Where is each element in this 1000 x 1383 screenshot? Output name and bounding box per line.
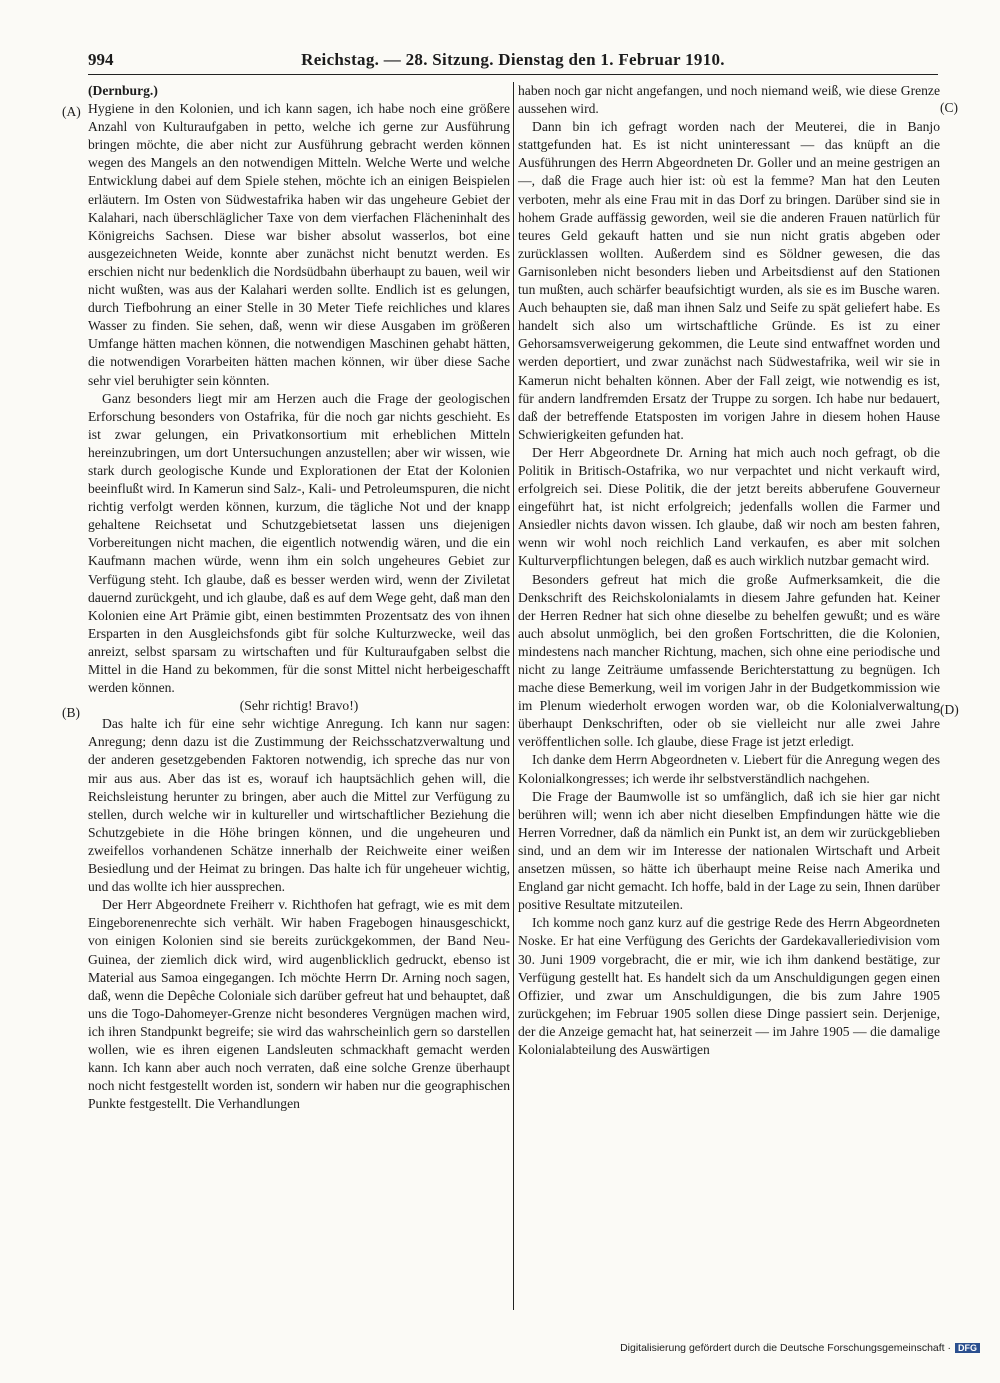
paragraph: Ich komme noch ganz kurz auf die gestrige Rede des Herrn Abgeordneten Noske. Er hat eine Verfügung des Gerichts der Gardekavalleriedivision vom 30. Juni 1909 vorgebracht, die er mir, wie ich ihm dankend bestätige, zur Verfügung gestellt hat. Es handelt sich da um Anschuldigungen gegen einen Offizier, und zwar um Anschuldigungen, die bis zum Jahre 1905 zurückgehen; im Februar 1905 sollen diese Dinge passiert sein. Derjenige, der die Anzeige gemacht hat, hat seinerzeit — im Jahre 1905 — die damalige Kolonialabteilung des Auswärtigen bbox=[518, 915, 940, 1057]
margin-marker-b: (B) bbox=[62, 705, 80, 720]
margin-marker-c: (C) bbox=[940, 100, 958, 115]
paragraph: Besonders gefreut hat mich die große Aufmerksamkeit, die die Denkschrift des Reichskolonialamts in diesem Jahre gefunden hat. Keiner der Herren Redner hat sich ohne dieselbe zu behelfen gewußt; und es wäre auch absolut unmöglich, bei den großen Fortschritten, die die Kolonien, mindestens nach mancher Richtung, machen, sich ohne eine periodische und nicht zu lange Zeiträume umfassende Berichterstattung zu begnügen. Ich mache diese Bemerkung, weil im vorigen Jahr in der Budgetkommission wie im Plenum wiederholt erwogen worden war, ob die Kolonialverwaltung überhaupt Denkschriften, oder ob sie vielleicht nur alle zwei Jahre veröffentlichen solle. Ich glaube, diese Frage ist jetzt erledigt. bbox=[518, 571, 940, 750]
interjection: (Sehr richtig! Bravo!) bbox=[239, 698, 359, 714]
right-column bbox=[518, 82, 940, 1059]
paragraph: Ich danke dem Herrn Abgeordneten v. Liebert für die Anregung wegen des Kolonialkongresses; ich werde ihr selbstverständlich nachgehen. bbox=[518, 752, 940, 786]
margin-marker-a: (A) bbox=[62, 104, 81, 119]
paragraph: Ganz besonders liegt mir am Herzen auch die Frage der geologischen Erforschung besonders von Ostafrika, für die noch gar nichts geschieht. Es ist zwar gelungen, ein Privatkonsortium mit erheblichen Mitteln hereinzubringen, um dort Untersuchungen anzustellen; aber wir wissen, wie stark durch geologische Kunde und Explorationen der Etat der Kolonien beeinflußt wird. In Kamerun sind Salz-, Kali- und Petroleumspuren, die nicht richtig verfolgt werden können, kurzum, die tägliche Not und der knapp gehaltene Reichsetat und Schutzgebietsetat lassen uns diejenigen Vorbereitungen nicht machen, die eigentlich notwendig wären, und die ein Kaufmann machen würde, wenn ihm ein solch ungeheures Gebiet zur Verfügung steht. Ich glaube, daß es besser werden wird, wenn der Ziviletat dauernd zurückgeht, und ich glaube, daß es auf dem Wege geht, daß man den Kolonien eine Art Prämie gibt, einen bestimmten Prozentsatz des von ihnen Ersparten in den Ausgleichsfonds gibt für solche Kulturzwecke, weil das anreizt, selbst sparsam zu wirtschaften und für Kulturaufgaben selbst die Mittel in die Hand zu bekommen, für die sonst Mittel nicht herbeigeschafft werden können. bbox=[88, 390, 510, 696]
left-column bbox=[88, 82, 510, 1113]
speaker-label: (Dernburg.) bbox=[88, 83, 158, 98]
session-title: Reichstag. — 28. Sitzung. Dienstag den 1. Februar 1910. bbox=[301, 50, 725, 69]
paragraph: Der Herr Abgeordnete Dr. Arning hat mich auch noch gefragt, ob die Politik in Britisch-Ostafrika, wo nur verpachtet und nicht verkauft wird, erfolgreich sei. Diese Politik, die der jetzt bereits abberufene Gouverneur eingeführt hat, ist nicht erfolgreich; jedenfalls wollen die Farmer und Ansiedler nichts davon wissen. Ich glaube, daß wir noch am besten fahren, wenn wir wohl noch reichlich Land verkaufen, es aber mit solchen Kulturverpflichtungen belegen, daß es auch wirklich nutzbar gemacht wird. bbox=[518, 444, 940, 569]
dfg-logo: DFG bbox=[955, 1343, 980, 1353]
funding-footer bbox=[620, 1342, 980, 1360]
paragraph: Dann bin ich gefragt worden nach der Meuterei, die in Banjo stattgefunden hat. Es ist nicht uninteressant — das knüpft an die Ausführungen des Herrn Abgeordneten Dr. Goller und an meine gestrigen an —, daß die Frage auch hier ist: où est la femme? Man hat den Leuten verboten, mehr als eine Frau mit in das Dorf zu bringen. Darüber sind sie in hohem Grade auffässig geworden, weil sie die anderen Frauen natürlich für teures Geld gekauft hatten und sie nun nicht gratis abgeben oder zurücklassen wollten. Außerdem sind es Söldner gewesen, die das Garnisonleben nicht besonders lieben und Arbeitsdienst auf den Stationen tun mußten, auch schärfer beaufsichtigt wurden, als sie es im Busche waren. Auch behaupten sie, daß man ihnen Salz und Seife zu spät geliefert habe. Es handelt sich also um wirtschaftliche Gründe. Es ist zu einer Gehorsamsverweigerung gekommen, die Leute sind entwaffnet worden und werden deportiert, und zwar zunächst nach Südwestafrika, weil wir sie in Kamerun nicht behalten können. Aber der Fall zeigt, wie notwendig es ist, für andern landfremden Ersatz der Truppe zu sorgen. Ich habe nur bedauert, daß der betreffende Etatsposten im vorigen Jahre in diesem hohen Hause Schwierigkeiten gefunden hat. bbox=[518, 119, 940, 442]
page-number: 994 bbox=[88, 50, 114, 69]
paragraph: Der Herr Abgeordnete Freiherr v. Richthofen hat gefragt, wie es mit dem Eingeborenenrechte sich verhält. Wir haben Fragebogen hinausgeschickt, von einigen Kolonien sind sie bereits zurückgekommen, der Band Neu-Guinea, der ziemlich dick wird, wird augenblicklich gedruckt, ebenso ist Material aus Samoa eingegangen. Ich möchte Herrn Dr. Arning noch sagen, daß, wenn die Depêche Coloniale sich darüber gefreut hat und behauptet, daß uns die Togo-Dahomeyer-Grenze nicht besonderes Vergnügen machen wird, ich ihren Standpunkt begreife; sie wird das wahrscheinlich gern so darstellen wollen, wie es ihren eigenen Landsleuten schmackhaft gemacht werden kann. Ich kann aber auch noch verraten, daß eine solche Grenze überhaupt noch nicht festgestellt worden ist, sondern wir haben nur die geographischen Punkte festgestellt. Die Verhandlungen bbox=[88, 897, 510, 1112]
funding-note: Digitalisierung gefördert durch die Deutsche Forschungsgemeinschaft · bbox=[620, 1342, 951, 1354]
paragraph: Die Frage der Baumwolle ist so umfänglich, daß ich sie hier gar nicht berühren will; wenn ich aber nicht dieselben Empfindungen hätte wie die Herren Vorredner, daß da nämlich ein Punkt ist, an dem wir zurückgeblieben sind, und an dem wir im Interesse der nationalen Wirtschaft und Arbeit ansetzen müssen, so hätte ich überhaupt meine Reise nach Amerika und England gar nicht gemacht. Ich hoffe, bald in der Lage zu sein, Ihnen darüber positive Resultate mitzuteilen. bbox=[518, 788, 940, 913]
running-header bbox=[88, 46, 938, 75]
column-divider bbox=[513, 82, 514, 1310]
paragraph: Das halte ich für eine sehr wichtige Anregung. Ich kann nur sagen: Anregung; denn dazu ist die Zustimmung der Reichsschatzverwaltung und der anderen gesetzgebenden Faktoren notwendig, ich spreche das nur von mir aus aus. Aber das ist es, worauf ich hauptsächlich gehen will, die Reichsleistung herunter zu bringen, aber auch die Mittel zur Verfügung zu stellen, durch welche wir in kultureller und wirtschaftlicher Beziehung die Schutzgebiete in die Höhe bringen können, und die ungeheuren und zweifellos vorhandenen Schätze innerhalb der Reichweite einer weißen Besiedlung und der Heimat zu bringen. Das halte ich für ungeheuer wichtig, und das wollte ich hier aussprechen. bbox=[88, 716, 510, 895]
margin-marker-d: (D) bbox=[940, 702, 959, 717]
paragraph: haben noch gar nicht angefangen, und noch niemand weiß, wie diese Grenze aussehen wird. bbox=[518, 83, 940, 117]
paragraph: Hygiene in den Kolonien, und ich kann sagen, ich habe noch eine größere Anzahl von Kulturaufgaben in petto, welche ich gerne zur Ausführung bringen möchte, die aber nicht zur Ausführung gebracht werden können wegen des Mangels an den notwendigen Mitteln. Welche Werte und welche Entwicklung dabei auf dem Spiele stehen, möchte ich an einigen Beispielen erläutern. Im Osten von Südwestafrika haben wir das ungeheure Gebiet der Kalahari, nach überschläglicher Taxe von dem vierfachen Flächeninhalt des Königreichs Sachsen. Diese war bisher absolut wasserlos, bot eine ausgezeichneten Weide, konnte aber zunächst nicht benutzt werden. Es erschien nicht nur bedenklich die Nordsüdbahn überhaupt zu bauen, weil wir nicht wußten, was aus der Kalahari werden sollte. Endlich ist es gelungen, durch Tiefbohrung an einer Stelle in 30 Meter Tiefe reichliches und klares Wasser zu finden. Sie sehen, daß, wenn wir diese Ausgaben im größeren Umfange hätten machen können, die notwendigen Maschinen gehabt hätten, die notwendigen Vorarbeiten hätten machen können, wir über diese Sache sehr viel beruhigter sein könnten. bbox=[88, 101, 510, 388]
